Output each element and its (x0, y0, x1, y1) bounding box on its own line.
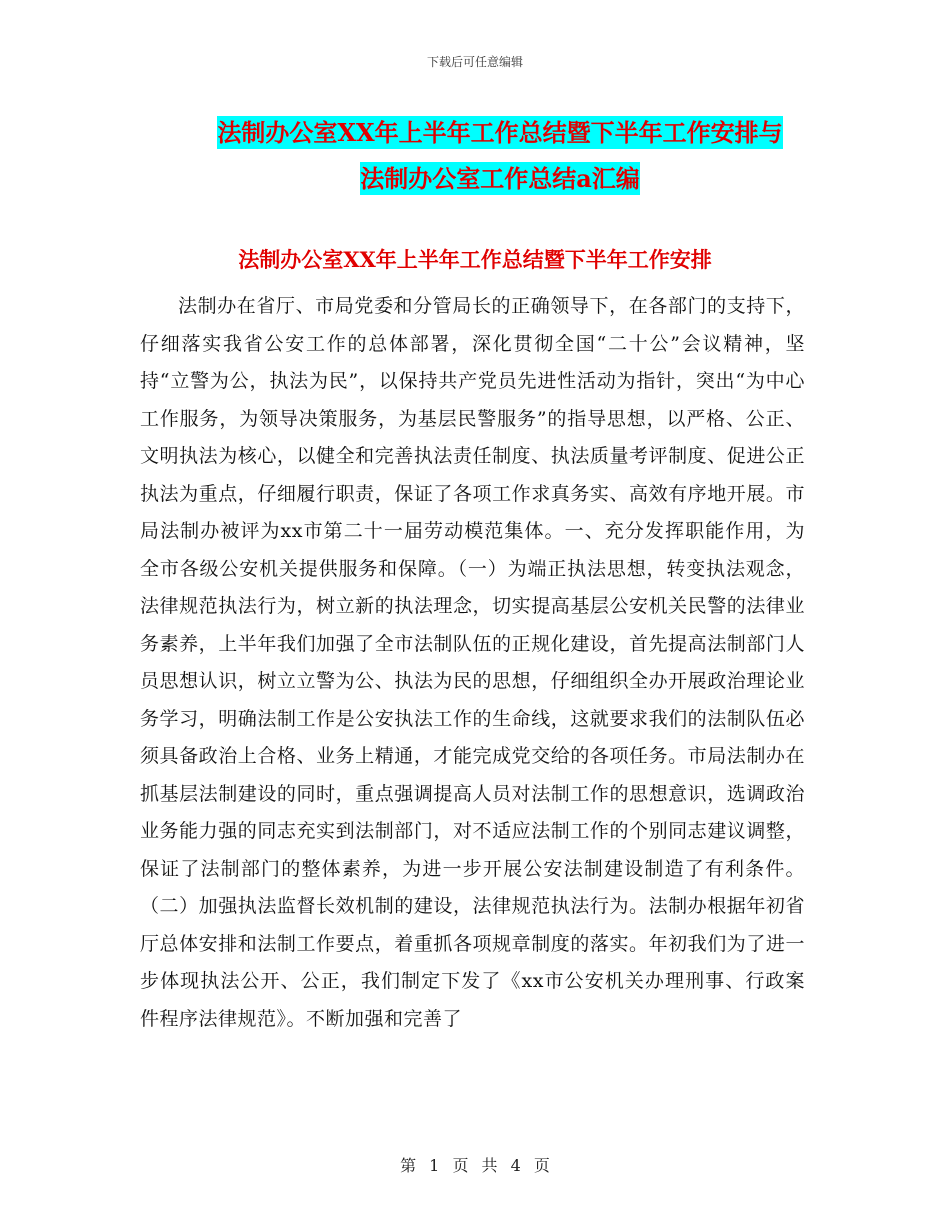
main-title-line-2: 法制办公室工作总结a汇编 (360, 164, 640, 193)
section-title: 法制办公室XX年上半年工作总结暨下半年工作安排 (238, 247, 712, 272)
main-title-line-1: 法制办公室XX年上半年工作总结暨下半年工作安排与 (217, 118, 783, 147)
page-number-footer: 第 1 页 共 4 页 (400, 1156, 550, 1175)
body-paragraph: 法制办在省厅、市局党委和分管局长的正确领导下，在各部门的支持下，仔细落实我省公安工作的总体部署，深化贯彻全国“二十公”会议精神，坚持“立警为公，执法为民”，以保持共产党员先进性活动为指针，突出“为中心工作服务，为领导决策服务，为基层民警服务”的指导思想，以严格、公正、文明执法为核心，以健全和完善执法责任制度、执法质量考评制度、促进公正执法为重点，仔细履行职责，保证了各项工作求真务实、高效有序地开展。市局法制办被评为xx市第二十一届劳动模范集体。一、充分发挥职能作用，为全市各级公安机关提供服务和保障。（一）为端正执法思想，转变执法观念，法律规范执法行为，树立新的执法理念，切实提高基层公安机关民警的法律业务素养，上半年我们加强了全市法制队伍的正规化建设，首先提高法制部门人员思想认识，树立立警为公、执法为民的思想，仔细组织全办开展政治理论业务学习，明确法制工作是公安执法工作的生命线，这就要求我们的法制队伍必须具备政治上合格、业务上精通，才能完成党交给的各项任务。市局法制办在抓基层法制建设的同时，重点强调提高人员对法制工作的思想意识，选调政治业务能力强的同志充实到法制部门，对不适应法制工作的个别同志建议调整，保证了法制部门的整体素养，为进一步开展公安法制建设制造了有利条件。（二）加强执法监督长效机制的建设，法律规范执法行为。法制办根据年初省厅总体安排和法制工作要点，着重抓各项规章制度的落实。年初我们为了进一步体现执法公开、公正，我们制定下发了《xx市公安机关办理刑事、行政案件程序法律规范》。不断加强和完善了 (140, 295, 805, 1030)
main-title (140, 110, 860, 202)
header-note: 下载后可任意编辑 (426, 55, 523, 69)
